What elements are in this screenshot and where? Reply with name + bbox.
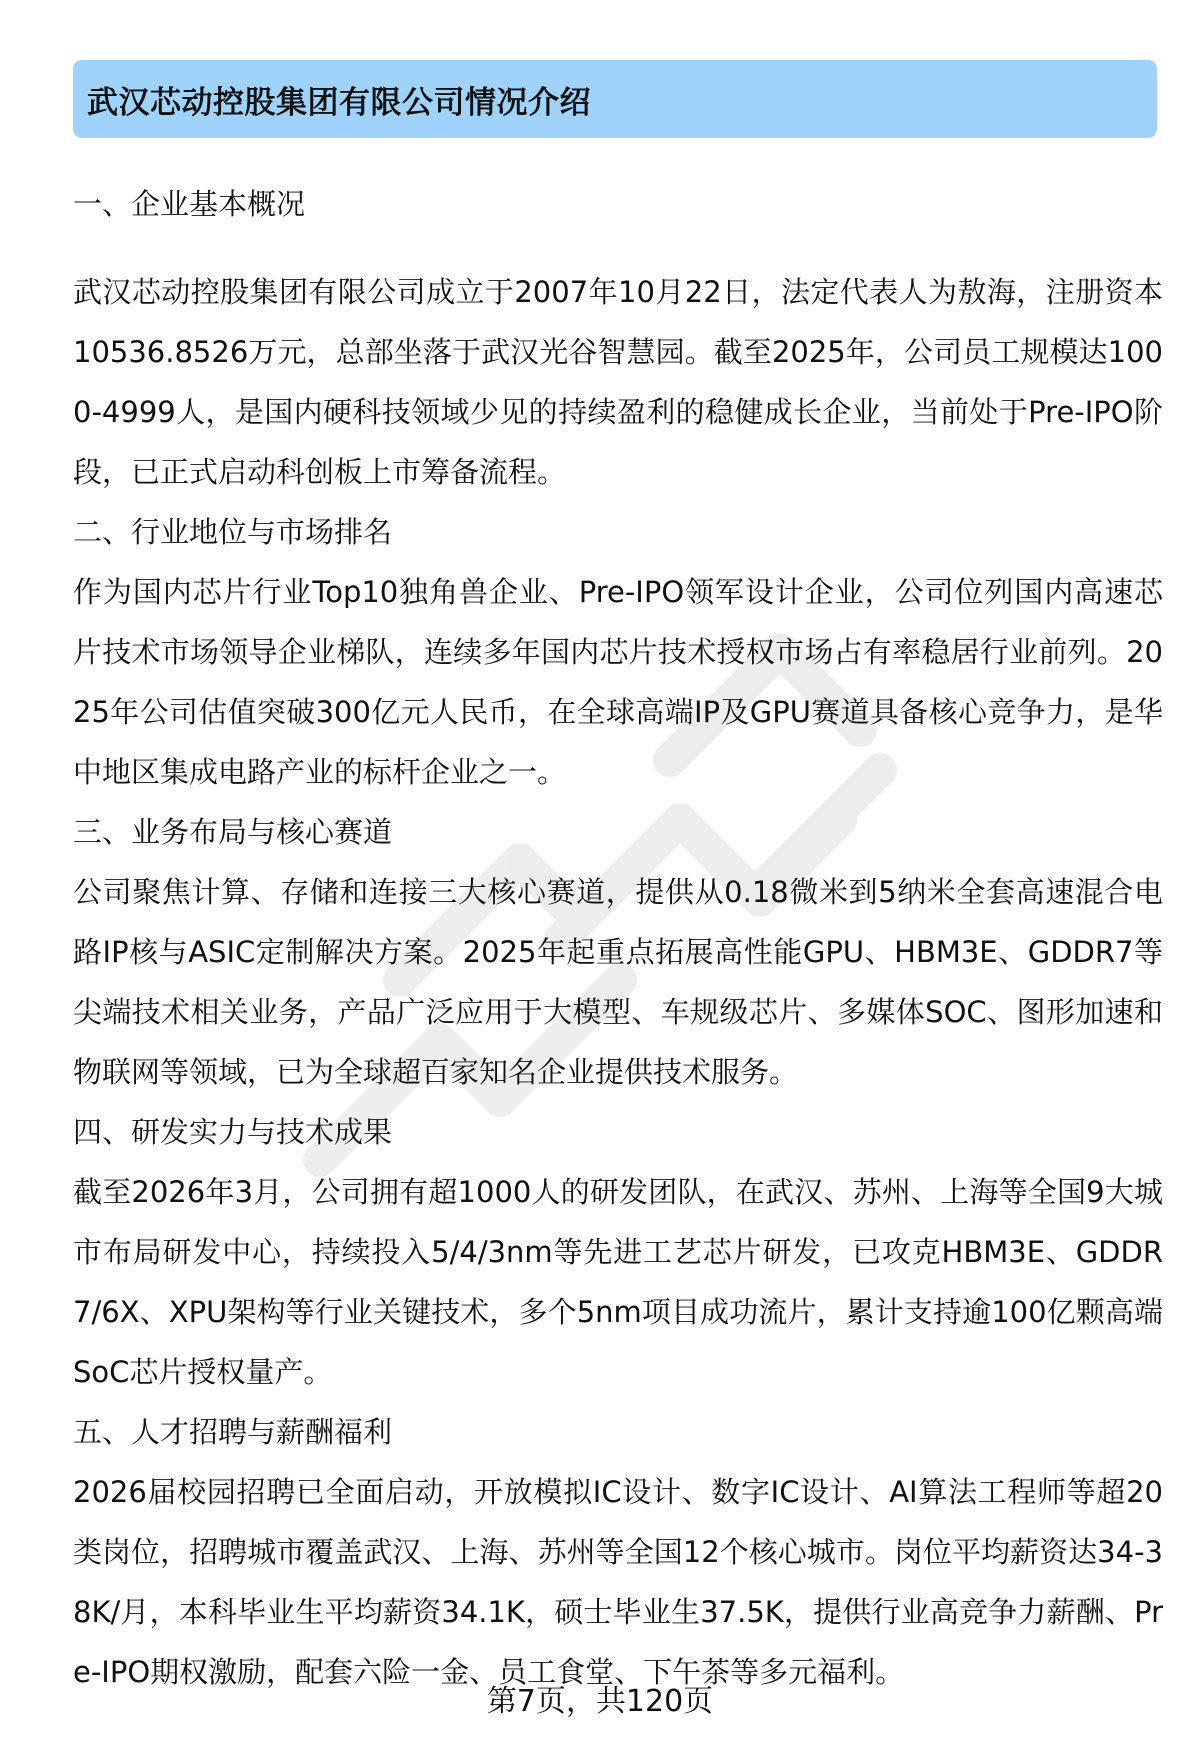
document-title-bar xyxy=(73,60,1157,138)
section-heading-industry-position: 二、行业地位与市场排名 xyxy=(73,515,393,549)
section-heading-business: 三、业务布局与核心赛道 xyxy=(73,815,393,849)
document-title: 武汉芯动控股集团有限公司情况介绍 xyxy=(87,84,591,121)
section-body-industry-position: 作为国内芯片行业Top10独角兽企业、Pre-IPO领军设计企业，公司位列国内高速芯片技术市场领导企业梯队，连续多年国内芯片技术授权市场占有率稳居行业前列。2025年公司估值突破300亿元人民币，在全球高端IP及GPU赛道具备核心竞争力，是华中地区集成电路产业的标杆企业之一。 xyxy=(73,575,1163,789)
section-body-overview: 武汉芯动控股集团有限公司成立于2007年10月22日，法定代表人为敖海，注册资本10536.8526万元，总部坐落于武汉光谷智慧园。截至2025年，公司员工规模达1000-4999人，是国内硬科技领域少见的持续盈利的稳健成长企业，当前处于Pre-IPO阶段，已正式启动科创板上市筹备流程。 xyxy=(73,275,1163,489)
section-heading-overview: 一、企业基本概况 xyxy=(73,187,306,221)
section-heading-recruitment: 五、人才招聘与薪酬福利 xyxy=(73,1415,393,1449)
section-heading-rnd: 四、研发实力与技术成果 xyxy=(73,1115,393,1149)
page-number-footer: 第7页，共120页 xyxy=(486,1684,714,1719)
section-body-rnd: 截至2026年3月，公司拥有超1000人的研发团队，在武汉、苏州、上海等全国9大城市布局研发中心，持续投入5/4/3nm等先进工艺芯片研发，已攻克HBM3E、GDDR7/6X、XPU架构等行业关键技术，多个5nm项目成功流片，累计支持逾100亿颗高端SoC芯片授权量产。 xyxy=(73,1175,1163,1389)
section-body-recruitment: 2026届校园招聘已全面启动，开放模拟IC设计、数字IC设计、AI算法工程师等超20类岗位，招聘城市覆盖武汉、上海、苏州等全国12个核心城市。岗位平均薪资达34-38K/月，本科毕业生平均薪资34.1K，硕士毕业生37.5K，提供行业高竞争力薪酬、Pre-IPO期权激励，配套六险一金、员工食堂、下午茶等多元福利。 xyxy=(73,1475,1163,1689)
section-body-business: 公司聚焦计算、存储和连接三大核心赛道，提供从0.18微米到5纳米全套高速混合电路IP核与ASIC定制解决方案。2025年起重点拓展高性能GPU、HBM3E、GDDR7等尖端技术相关业务，产品广泛应用于大模型、车规级芯片、多媒体SOC、图形加速和物联网等领域，已为全球超百家知名企业提供技术服务。 xyxy=(73,875,1163,1089)
document-body xyxy=(73,174,1163,1702)
